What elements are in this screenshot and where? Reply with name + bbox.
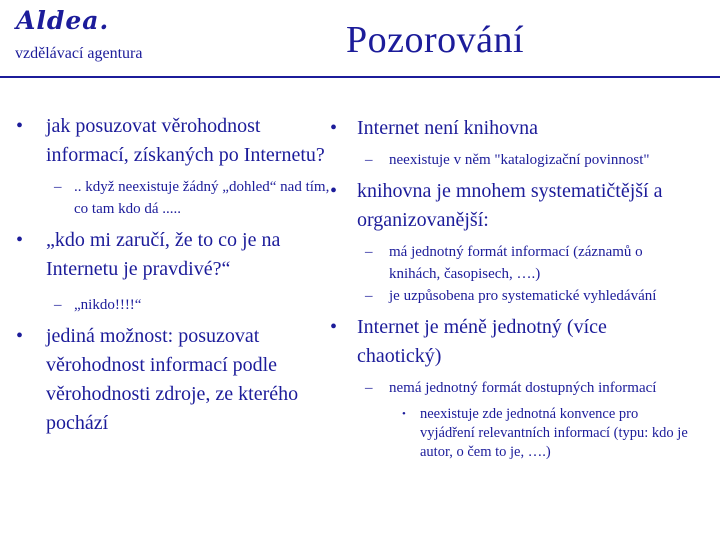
bullet-internet-not-library: • Internet není knihovna [328, 114, 696, 143]
bullet-library-systematic: • knihovna je mnohem systematičtější a organizovanější: [328, 177, 696, 235]
sub-bullet-no-cataloging: – neexistuje v něm "katalogizační povinnost" [328, 149, 696, 171]
left-column [14, 112, 334, 438]
sub-bullet-uniform-format: – má jednotný formát informací (záznamů o knihách, časopisech, ….) [328, 241, 696, 285]
slide-title: Pozorování [346, 19, 525, 61]
sub-bullet-nobody: – „nikdo!!!!“ [14, 294, 334, 316]
aldea-logo: Aldea. [16, 6, 110, 35]
right-column [328, 114, 696, 462]
sub-bullet-systematic-search: – je uzpůsobena pro systematické vyhledávání [328, 285, 696, 307]
sub-sub-bullet-no-convention: • neexistuje zde jednotná konvence pro vyjádření relevantních informací (typu: kdo je autor, o čem to je, ….) [328, 405, 696, 462]
agency-tagline: vzdělávací agentura [15, 45, 143, 62]
bullet-credibility-question: • jak posuzovat věrohodnost informací, získaných po Internetu? [14, 112, 334, 170]
bullet-internet-chaotic: • Internet je méně jednotný (více chaotický) [328, 313, 696, 371]
sub-bullet-no-oversight: – .. když neexistuje žádný „dohled“ nad tím, co tam kdo dá ..... [14, 176, 334, 220]
header-divider [0, 76, 720, 78]
sub-bullet-no-uniform-format: – nemá jednotný formát dostupných informací [328, 377, 696, 399]
bullet-only-option: • jediná možnost: posuzovat věrohodnost informací podle věrohodnosti zdroje, ze kterého pochází [14, 322, 334, 438]
bullet-who-guarantees: • „kdo mi zaručí, že to co je na Internetu je pravdivé?“ [14, 226, 334, 284]
